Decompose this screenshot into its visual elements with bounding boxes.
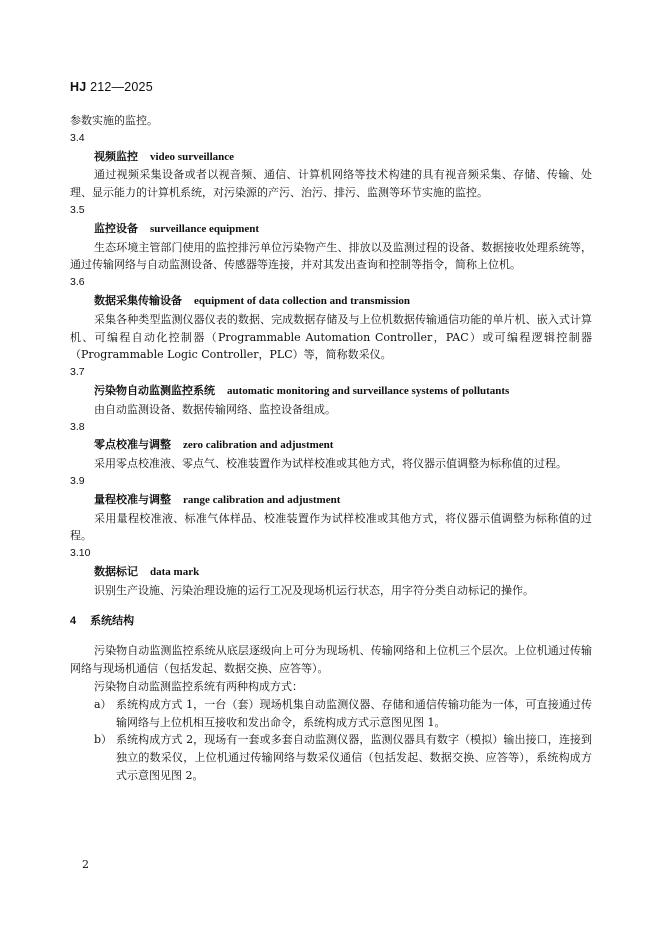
list-item-b <box>70 731 592 784</box>
term-cn: 数据采集传输设备 <box>94 293 182 307</box>
definition-3-6 <box>70 274 592 364</box>
clause-number: 3.10 <box>70 547 91 560</box>
clause-number: 3.8 <box>70 420 85 433</box>
list-text: 系统构成方式 1，一台（套）现场机集自动监测仪器、存储和通信传输功能为一体，可直接通过传输网络与上位机相互接收和发出命令，系统构成方式示意图见图 1。 <box>116 697 592 729</box>
term-heading <box>70 292 592 311</box>
intro-continuation: 参数实施的监控。 <box>70 114 158 127</box>
term-cn: 监控设备 <box>94 221 138 235</box>
definition-body: 采用零点校准液、零点气、校准装置作为试样校准或其他方式，将仪器示值调整为标称值的过程。 <box>94 457 567 471</box>
definition-body: 生态环境主管部门使用的监控排污单位污染物产生、排放以及监测过程的设备、数据接收处理系统等，通过传输网络与自动监测设备、传感器等连接，并对其发出查询和控制等指令，简称上位机。 <box>70 240 592 272</box>
term-en: range calibration and adjustment <box>183 493 341 506</box>
page-content <box>70 112 592 785</box>
term-cn: 数据标记 <box>94 564 138 578</box>
clause-number: 3.7 <box>70 366 85 379</box>
term-en: surveillance equipment <box>150 222 260 235</box>
section-title: 系统结构 <box>90 613 135 627</box>
term-en: zero calibration and adjustment <box>183 439 334 452</box>
definition-body: 采用量程校准液、标准气体样品、校准装置作为试样校准或其他方式，将仪器示值调整为标称值的过程。 <box>70 511 592 543</box>
definition-3-8 <box>70 419 592 473</box>
list-text: 系统构成方式 2，现场有一套或多套自动监测仪器，监测仪器具有数字（模拟）输出接口，连接到独立的数采仪，上位机通过传输网络与数采仪通信（包括发起、数据交换、应答等），系统构成方式示意图见图 2。 <box>116 733 592 782</box>
section-heading <box>70 612 592 631</box>
term-heading <box>70 382 592 401</box>
term-en: equipment of data collection and transmission <box>194 294 411 307</box>
definition-body: 由自动监测设备、数据传输网络、监控设备组成。 <box>94 402 336 416</box>
clause-number: 3.5 <box>70 203 85 216</box>
term-cn: 量程校准与调整 <box>94 492 171 506</box>
definition-3-5 <box>70 202 592 274</box>
clause-number: 3.6 <box>70 276 85 289</box>
section-number: 4 <box>70 614 77 627</box>
clause-number: 3.4 <box>70 131 85 144</box>
term-heading <box>70 436 592 455</box>
standard-code: HJ <box>70 80 87 94</box>
list-item-a <box>70 696 592 732</box>
standard-header <box>70 80 153 94</box>
term-cn: 零点校准与调整 <box>94 438 171 452</box>
term-en: automatic monitoring and surveillance systems of pollutants <box>227 384 510 397</box>
definition-body: 采集各种类型监测仪器仪表的数据、完成数据存储及与上位机数据传输通信功能的单片机、嵌入式计算机、可编程自动化控制器（Programmable Automation Controller，PAC）或可编程逻辑控制器（Programmable Logic Controller，PLC）等，简称数采仪。 <box>70 312 592 362</box>
definition-3-7 <box>70 364 592 418</box>
standard-number: 212—2025 <box>90 80 153 94</box>
term-heading <box>70 491 592 510</box>
section-paragraph: 污染物自动监测监控系统有两种构成方式： <box>94 679 303 693</box>
term-heading <box>70 220 592 239</box>
definition-3-4 <box>70 130 592 202</box>
term-heading <box>70 563 592 582</box>
term-cn: 污染物自动监测监控系统 <box>94 383 215 397</box>
term-heading <box>70 148 592 167</box>
definition-3-9 <box>70 473 592 545</box>
page-number: 2 <box>82 858 89 871</box>
term-en: video surveillance <box>150 150 235 163</box>
section-paragraph: 污染物自动监测监控系统从底层逐级向上可分为现场机、传输网络和上位机三个层次。上位机通过传输网络与现场机通信（包括发起、数据交换、应答等）。 <box>70 644 592 676</box>
definition-body: 通过视频采集设备或者以视音频、通信、计算机网络等技术构建的具有视音频采集、存储、传输、处理、显示能力的计算机系统，对污染源的产污、治污、排污、监测等环节实施的监控。 <box>70 168 592 200</box>
definition-body: 识别生产设施、污染治理设施的运行工况及现场机运行状态，用字符分类自动标记的操作。 <box>94 583 534 597</box>
term-cn: 视频监控 <box>94 149 138 163</box>
clause-number: 3.9 <box>70 474 85 487</box>
term-en: data mark <box>150 565 200 578</box>
definition-3-10 <box>70 545 592 599</box>
list-marker: a） <box>94 697 112 711</box>
list-marker: b） <box>94 733 113 747</box>
